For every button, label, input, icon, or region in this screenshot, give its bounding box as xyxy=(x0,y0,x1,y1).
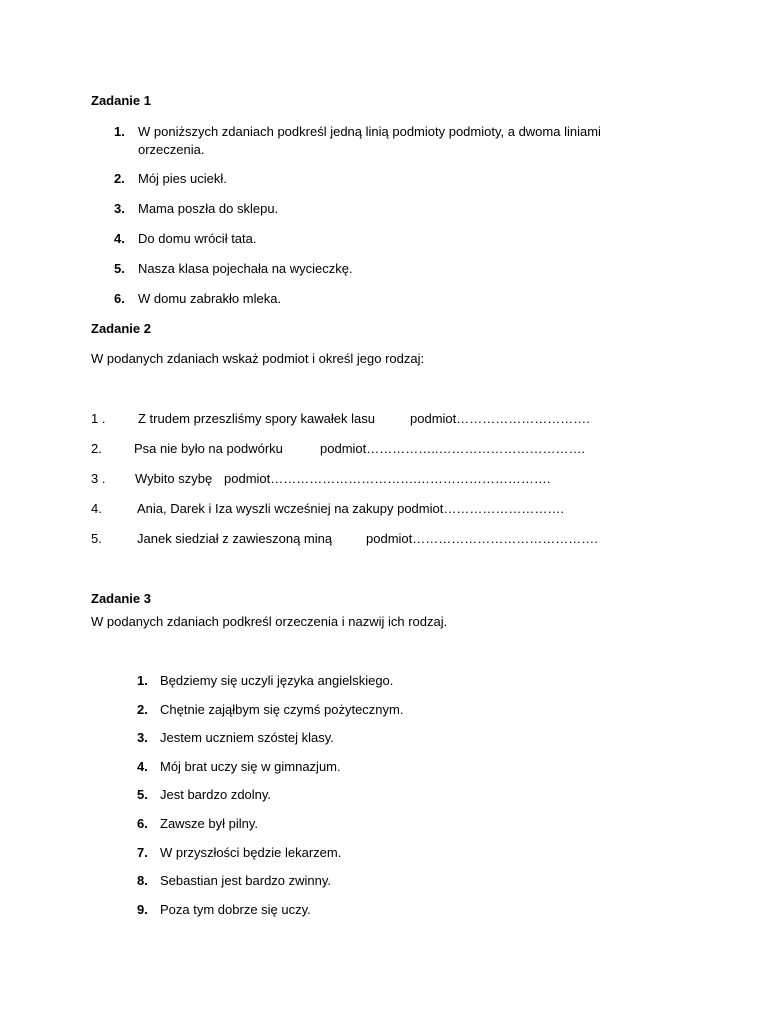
z3-item-number: 4. xyxy=(137,759,148,774)
z2-item-sentence: Wybito szybę xyxy=(135,471,213,486)
z3-item-number: 6. xyxy=(137,816,148,831)
z3-item-text: Mój brat uczy się w gimnazjum. xyxy=(160,759,341,774)
z3-item-number: 1. xyxy=(137,673,148,688)
z2-item-number: 2. xyxy=(91,441,102,456)
z2-item-number: 3 . xyxy=(91,471,106,486)
z2-item-sentence: Psa nie było na podwórku xyxy=(134,441,283,456)
z3-item-text: W przyszłości będzie lekarzem. xyxy=(160,845,342,860)
z1-item-number: 1. xyxy=(114,124,125,139)
z2-item-answer-line: podmiot…………………………. xyxy=(410,411,590,426)
z1-item-number: 5. xyxy=(114,261,125,276)
z3-item-number: 3. xyxy=(137,730,148,745)
z1-item-number: 4. xyxy=(114,231,125,246)
z2-item-answer-line: podmiot…………………………….…………………………. xyxy=(224,471,551,486)
z1-item-number: 3. xyxy=(114,201,125,216)
z2-item-number: 1 . xyxy=(91,411,106,426)
zadanie-1-heading: Zadanie 1 xyxy=(91,93,151,108)
z1-item-text: W poniższych zdaniach podkreśl jedną linią podmioty podmioty, a dwoma liniami xyxy=(138,124,601,139)
z1-item-number: 6. xyxy=(114,291,125,306)
z3-item-text: Zawsze był pilny. xyxy=(160,816,259,831)
z2-item-answer-line: podmiot……………..……………………………. xyxy=(320,441,586,456)
zadanie-2-instruction: W podanych zdaniach wskaż podmiot i określ jego rodzaj: xyxy=(91,351,425,366)
z2-item-sentence: Ania, Darek i Iza wyszli wcześniej na zakupy podmiot………………………. xyxy=(137,501,564,516)
z2-item-answer-line: podmiot……………………………………. xyxy=(366,531,598,546)
z2-item-number: 5. xyxy=(91,531,102,546)
z2-item-sentence: Z trudem przeszliśmy spory kawałek lasu xyxy=(138,411,375,426)
z3-item-text: Jest bardzo zdolny. xyxy=(160,787,272,802)
z1-item-text: W domu zabrakło mleka. xyxy=(138,291,282,306)
z3-item-number: 9. xyxy=(137,902,148,917)
z3-item-text: Sebastian jest bardzo zwinny. xyxy=(160,873,332,888)
z3-item-text: Chętnie zająłbym się czymś pożytecznym. xyxy=(160,702,404,717)
zadanie-3-heading: Zadanie 3 xyxy=(91,591,151,606)
z1-item-text: Mama poszła do sklepu. xyxy=(138,201,279,216)
z2-item-number: 4. xyxy=(91,501,102,516)
z3-item-number: 2. xyxy=(137,702,148,717)
z3-item-number: 5. xyxy=(137,787,148,802)
zadanie-3-instruction: W podanych zdaniach podkreśl orzeczenia i nazwij ich rodzaj. xyxy=(91,614,448,629)
z1-item-number: 2. xyxy=(114,171,125,186)
z3-item-number: 7. xyxy=(137,845,148,860)
z3-item-text: Jestem uczniem szóstej klasy. xyxy=(160,730,334,745)
zadanie-2-heading: Zadanie 2 xyxy=(91,321,151,336)
z1-item-text: Do domu wrócił tata. xyxy=(138,231,257,246)
z2-item-sentence: Janek siedział z zawieszoną miną xyxy=(137,531,333,546)
z1-item-text: Mój pies uciekł. xyxy=(138,171,227,186)
z3-item-text: Poza tym dobrze się uczy. xyxy=(160,902,311,917)
z1-item-text-continued: orzeczenia. xyxy=(138,142,205,157)
z1-item-text: Nasza klasa pojechała na wycieczkę. xyxy=(138,261,353,276)
z3-item-number: 8. xyxy=(137,873,148,888)
z3-item-text: Będziemy się uczyli języka angielskiego. xyxy=(160,673,394,688)
